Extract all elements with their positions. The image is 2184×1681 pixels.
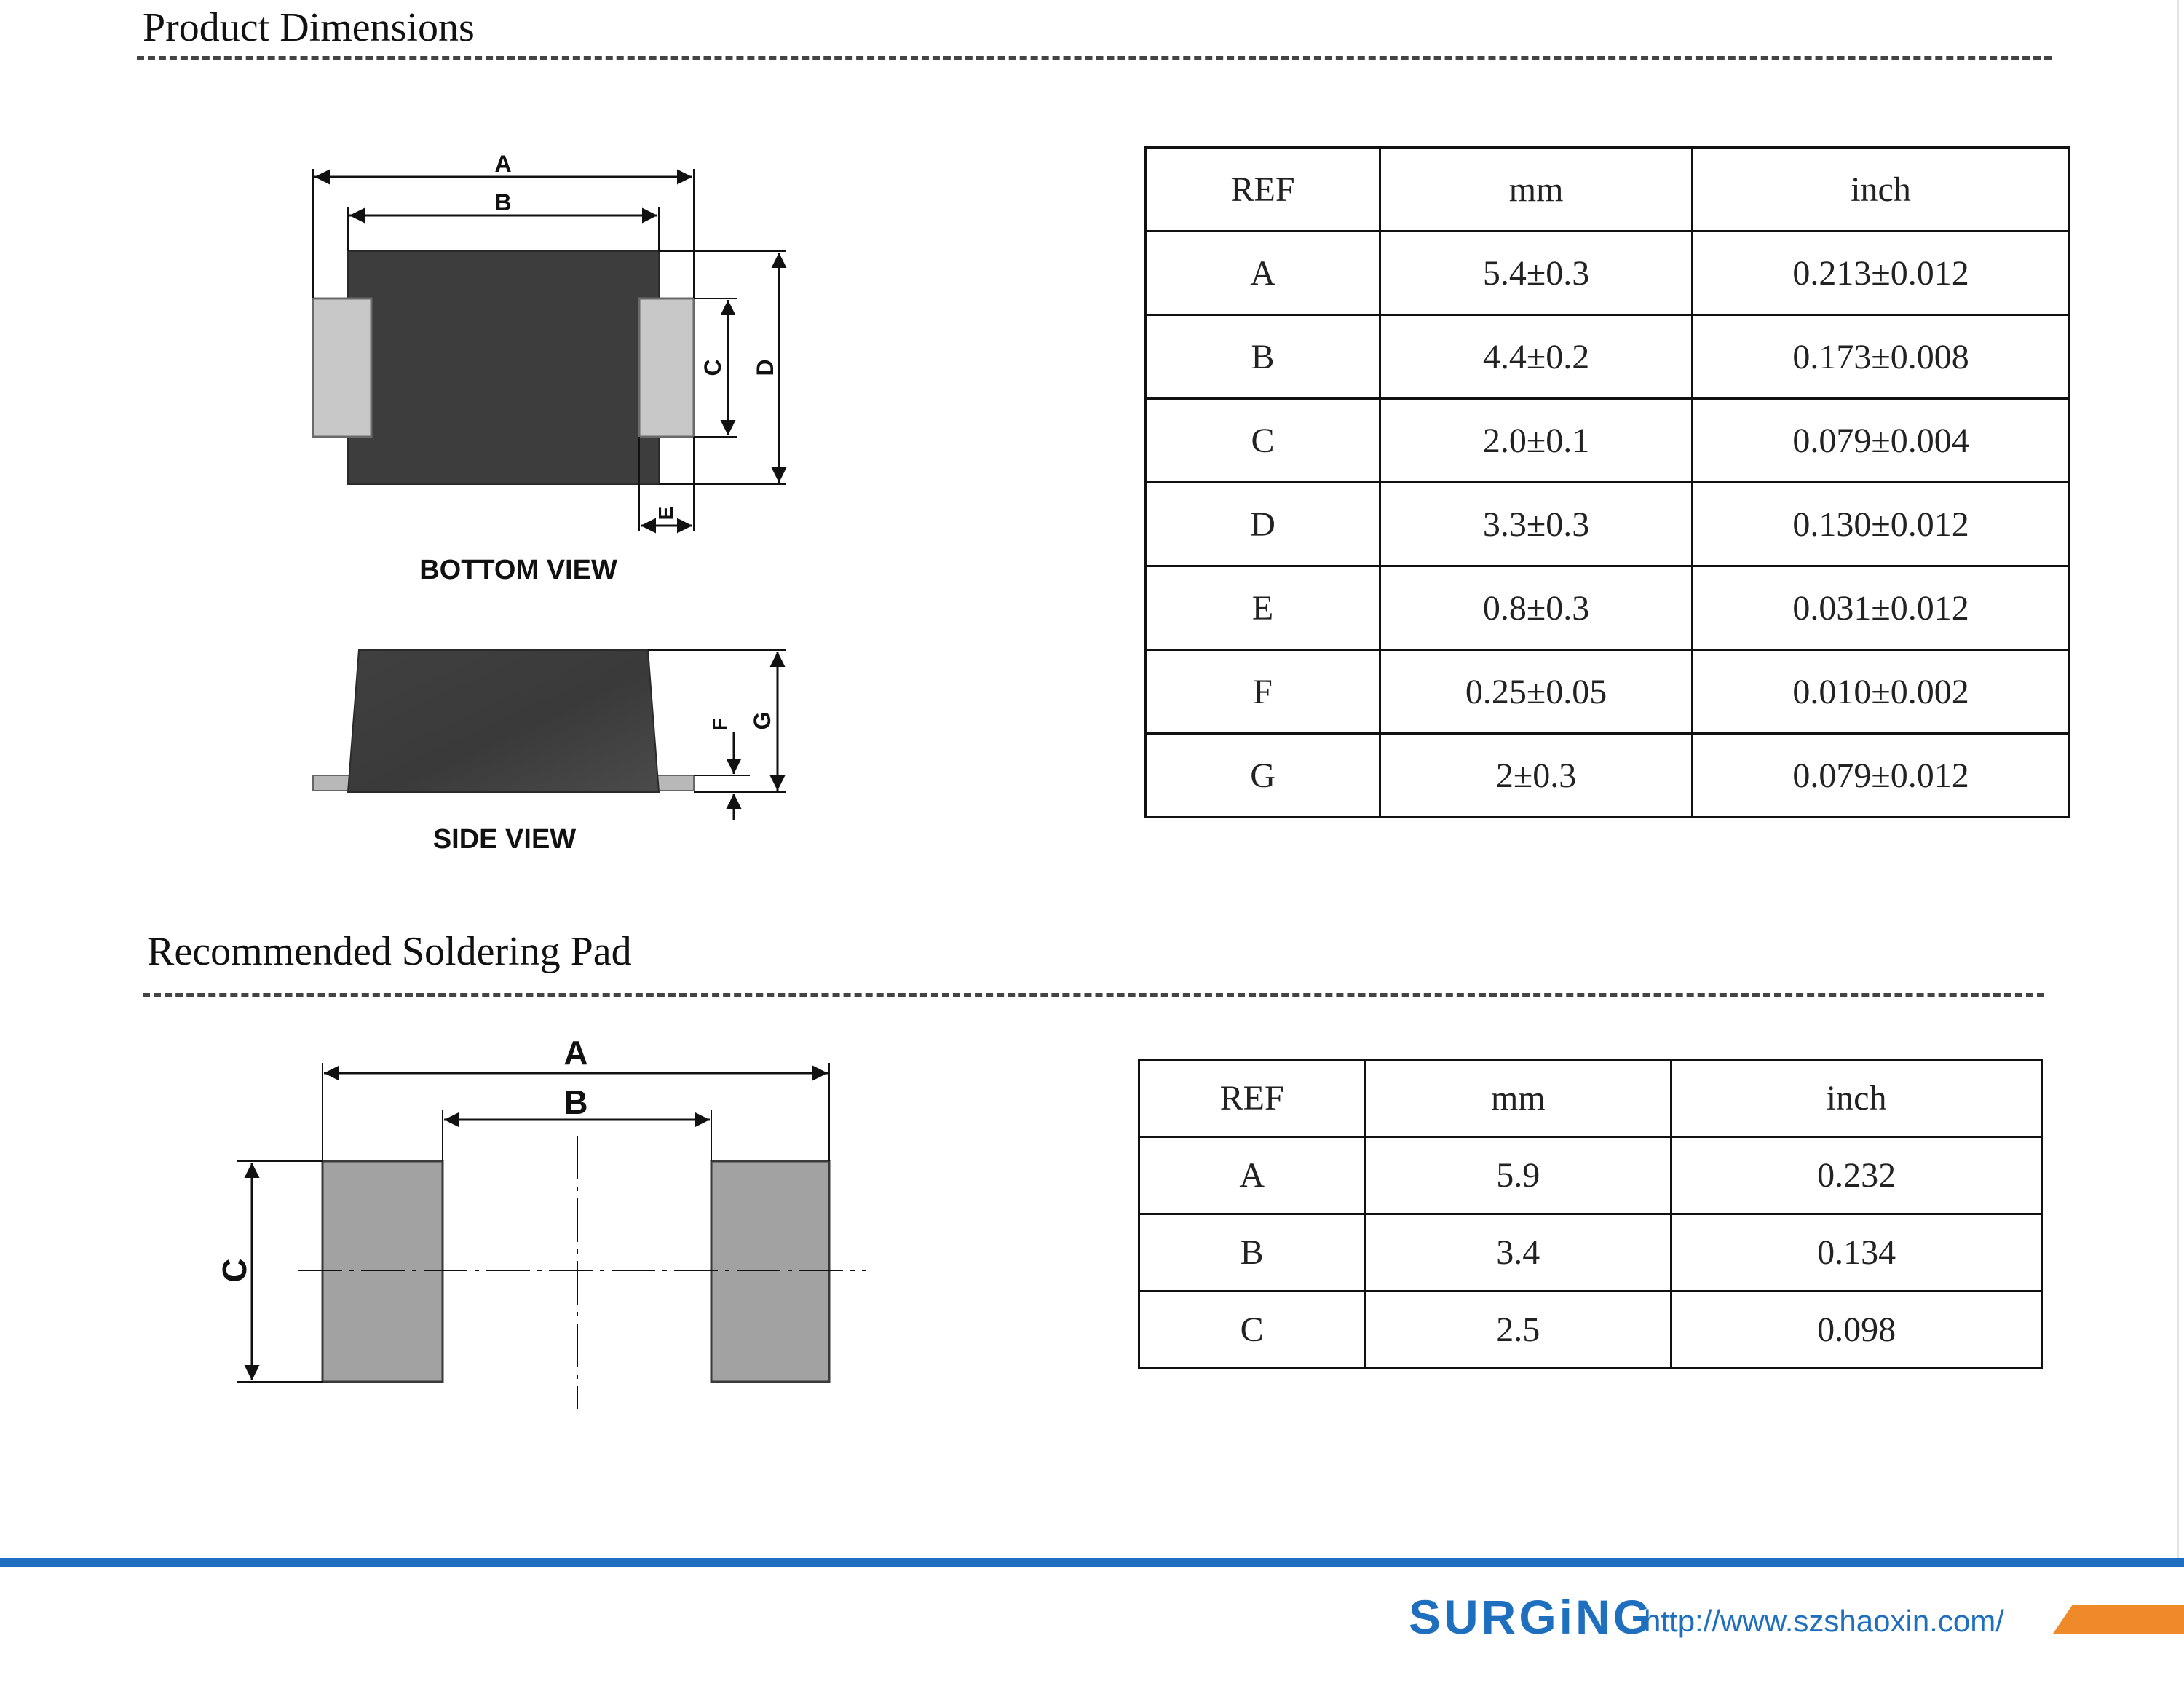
pad-dim-c-label: C bbox=[215, 1258, 253, 1283]
cell-ref: D bbox=[1146, 483, 1380, 566]
cell-inch: 0.098 bbox=[1671, 1292, 2042, 1369]
soldering-pad-table bbox=[1138, 1059, 2043, 1369]
left-pad bbox=[323, 1161, 443, 1382]
dim-c-label: C bbox=[700, 359, 726, 376]
cell-mm: 2.0±0.1 bbox=[1380, 399, 1693, 483]
table-row bbox=[1139, 1292, 2042, 1369]
header-inch: inch bbox=[1671, 1060, 2042, 1137]
cell-inch: 0.173±0.008 bbox=[1693, 315, 2070, 399]
cell-ref: B bbox=[1139, 1214, 1365, 1292]
cell-ref: E bbox=[1146, 566, 1380, 650]
dim-b-label: B bbox=[494, 189, 512, 215]
dim-g-label: G bbox=[749, 711, 775, 730]
cell-mm: 5.4±0.3 bbox=[1380, 232, 1693, 315]
accent-tab bbox=[2053, 1605, 2184, 1634]
bottom-view-label: BOTTOM VIEW bbox=[419, 555, 617, 585]
side-view-label: SIDE VIEW bbox=[432, 824, 577, 855]
cell-mm: 2±0.3 bbox=[1380, 734, 1693, 818]
header-mm: mm bbox=[1365, 1060, 1671, 1137]
header-ref: REF bbox=[1146, 148, 1380, 232]
cell-mm: 3.4 bbox=[1365, 1214, 1671, 1292]
cell-ref: C bbox=[1146, 399, 1380, 483]
table-header-row bbox=[1139, 1060, 2042, 1137]
brand-logo: SURGiNG bbox=[1409, 1590, 1654, 1644]
cell-mm: 3.3±0.3 bbox=[1380, 483, 1693, 566]
table-row bbox=[1139, 1137, 2042, 1214]
pad-dim-b-label: B bbox=[563, 1083, 588, 1121]
cell-ref: F bbox=[1146, 650, 1380, 734]
cell-ref: A bbox=[1139, 1137, 1365, 1214]
cell-inch: 0.010±0.002 bbox=[1693, 650, 2070, 734]
cell-mm: 0.8±0.3 bbox=[1380, 566, 1693, 650]
cell-mm: 0.25±0.05 bbox=[1380, 650, 1693, 734]
cell-inch: 0.031±0.012 bbox=[1693, 566, 2070, 650]
cell-ref: A bbox=[1146, 232, 1380, 315]
header-ref: REF bbox=[1139, 1060, 1365, 1137]
dim-d-label: D bbox=[752, 359, 778, 376]
cell-ref: G bbox=[1146, 734, 1380, 818]
dim-a-label: A bbox=[494, 151, 512, 177]
website-link[interactable]: http://www.szshaoxin.com/ bbox=[1644, 1604, 2004, 1638]
cell-ref: B bbox=[1146, 315, 1380, 399]
dim-f-label: F bbox=[708, 718, 731, 731]
cell-ref: C bbox=[1139, 1292, 1365, 1369]
soldering-pad-title: Recommended Soldering Pad bbox=[147, 929, 632, 974]
cell-inch: 0.079±0.004 bbox=[1693, 399, 2070, 483]
cell-inch: 0.130±0.012 bbox=[1693, 483, 2070, 566]
cell-inch: 0.232 bbox=[1671, 1137, 2042, 1214]
header-inch: inch bbox=[1693, 148, 2070, 232]
cell-inch: 0.213±0.012 bbox=[1693, 232, 2070, 315]
cell-inch: 0.079±0.012 bbox=[1693, 734, 2070, 818]
table-row bbox=[1139, 1214, 2042, 1292]
pad-dim-a-label: A bbox=[563, 1034, 588, 1072]
header-mm: mm bbox=[1380, 148, 1693, 232]
cell-mm: 2.5 bbox=[1365, 1292, 1671, 1369]
footer-bar bbox=[0, 1558, 2184, 1567]
cell-mm: 5.9 bbox=[1365, 1137, 1671, 1214]
cell-inch: 0.134 bbox=[1671, 1214, 2042, 1292]
product-dimensions-title: Product Dimensions bbox=[143, 5, 475, 50]
dim-e-label: E bbox=[654, 506, 677, 521]
cell-mm: 4.4±0.2 bbox=[1380, 315, 1693, 399]
right-pad bbox=[711, 1161, 829, 1382]
